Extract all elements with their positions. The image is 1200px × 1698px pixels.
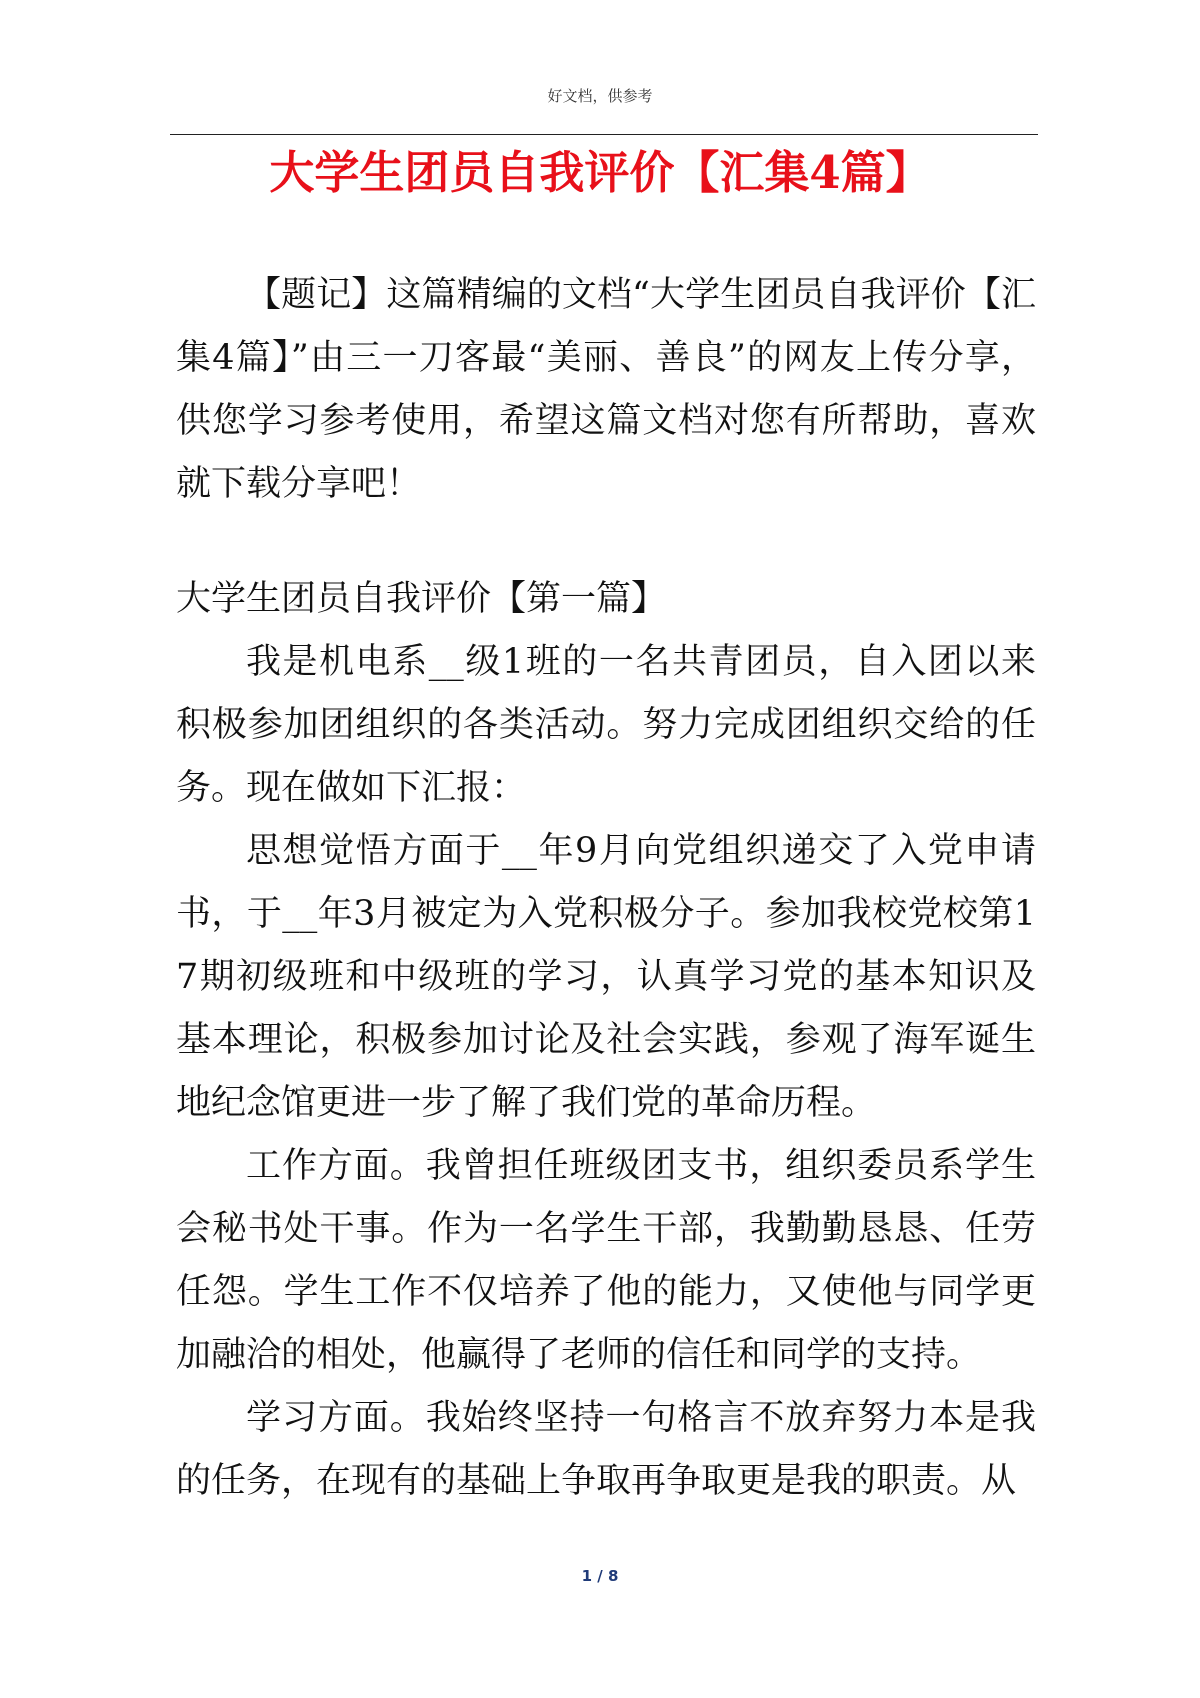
body-paragraph: 工作方面。我曾担任班级团支书，组织委员系学生会秘书处干事。作为一名学生干部，我勤勤恳恳、任劳任怨。学生工作不仅培养了他的能力，又使他与同学更加融洽的相处，他赢得了老师的信任和同学的支持。 (176, 1146, 1036, 1375)
body-paragraph: 我是机电系__级1班的一名共青团员，自入团以来积极参加团组织的各类活动。努力完成团组织交给的任务。现在做如下汇报： (176, 642, 1036, 808)
document-title: 大学生团员自我评价【汇集4篇】 (269, 146, 931, 199)
page-number: 1 / 8 (581, 1567, 619, 1585)
section-heading: 大学生团员自我评价【第一篇】 (176, 579, 667, 619)
body-paragraph: 学习方面。我始终坚持一句格言不放弃努力本是我的任务，在现有的基础上争取再争取更是我的职责。从 (176, 1398, 1036, 1501)
page-header-note: 好文档，供参考 (547, 87, 653, 105)
document-body (176, 264, 1036, 1513)
intro-paragraph: 【题记】这篇精编的文档“大学生团员自我评价【汇集4篇】”由三一刀客最“美丽、善良”的网友上传分享，供您学习参考使用，希望这篇文档对您有所帮助，喜欢就下载分享吧！ (176, 275, 1036, 504)
body-paragraph: 思想觉悟方面于__年9月向党组织递交了入党申请书，于__年3月被定为入党积极分子。参加我校党校第17期初级班和中级班的学习，认真学习党的基本知识及基本理论，积极参加讨论及社会实践，参观了海军诞生地纪念馆更进一步了解了我们党的革命历程。 (176, 831, 1036, 1123)
header-divider (170, 134, 1038, 135)
